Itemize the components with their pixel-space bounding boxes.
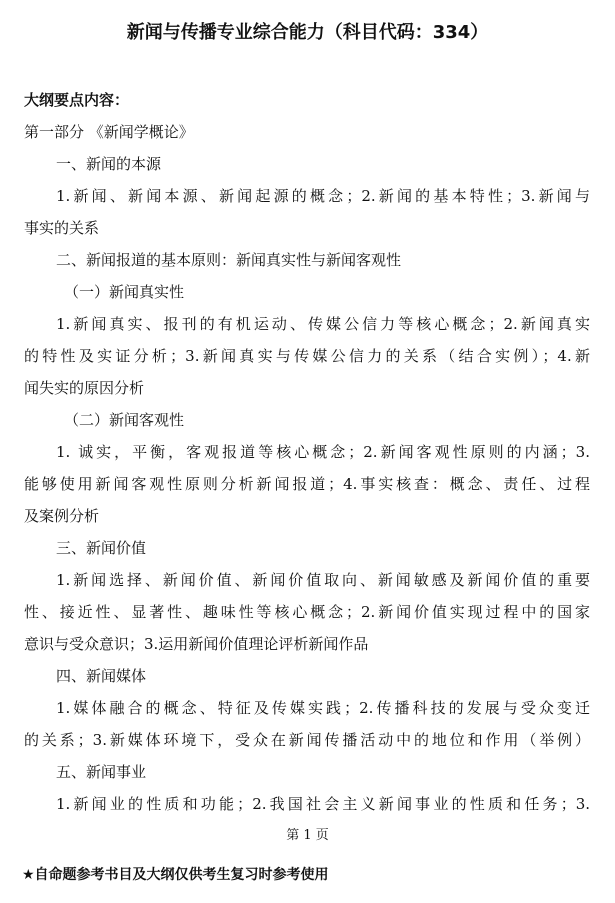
footer-note: ★自命题参考书目及大纲仅供考生复习时参考使用 (22, 867, 329, 883)
subsection-text-line: 1.新闻真实、报刊的有机运动、传媒公信力等核心概念；2.新闻真实 (56, 315, 590, 333)
subsection-text-line: 及案例分析 (24, 507, 100, 525)
section-heading: 四、新闻媒体 (56, 667, 147, 685)
section-heading: 一、新闻的本源 (56, 155, 162, 173)
section-heading: 三、新闻价值 (56, 539, 147, 557)
subsection-text-line: 的特性及实证分析；3.新闻真实与传媒公信力的关系（结合实例）；4.新 (24, 347, 590, 365)
subsection-heading: （一）新闻真实性 (64, 283, 185, 301)
subsection-text-line: 能够使用新闻客观性原则分析新闻报道；4.事实核查：概念、责任、过程 (24, 475, 590, 493)
outline-heading: 大纲要点内容： (24, 91, 130, 109)
subsection-text-line: 闻失实的原因分析 (24, 379, 145, 397)
section-text-line: 意识与受众意识；3.运用新闻价值理论评析新闻作品 (24, 635, 369, 653)
document-body (24, 84, 590, 820)
section-heading: 二、新闻报道的基本原则：新闻真实性与新闻客观性 (56, 251, 402, 269)
section-text-line: 1.新闻、新闻本源、新闻起源的概念；2.新闻的基本特性；3.新闻与 (56, 187, 590, 205)
document-title: 新闻与传播专业综合能力（科目代码：334） (126, 22, 489, 43)
subsection-heading: （二）新闻客观性 (64, 411, 185, 429)
section-text-line: 1.新闻业的性质和功能；2.我国社会主义新闻事业的性质和任务；3. (56, 795, 590, 813)
section-text-line: 的关系；3.新媒体环境下，受众在新闻传播活动中的地位和作用（举例） (24, 731, 590, 749)
section-text-line: 1.新闻选择、新闻价值、新闻价值取向、新闻敏感及新闻价值的重要 (56, 571, 590, 589)
subsection-text-line: 1. 诚实，平衡，客观报道等核心概念；2.新闻客观性原则的内涵；3. (56, 443, 590, 461)
section-text-line: 性、接近性、显著性、趣味性等核心概念；2.新闻价值实现过程中的国家 (24, 603, 590, 621)
section-heading: 五、新闻事业 (56, 763, 147, 781)
page-number: 第 1 页 (286, 828, 329, 843)
section-text-line: 事实的关系 (24, 219, 100, 237)
section-text-line: 1.媒体融合的概念、特征及传媒实践；2.传播科技的发展与受众变迁 (56, 699, 590, 717)
part-heading: 第一部分 《新闻学概论》 (24, 123, 194, 141)
